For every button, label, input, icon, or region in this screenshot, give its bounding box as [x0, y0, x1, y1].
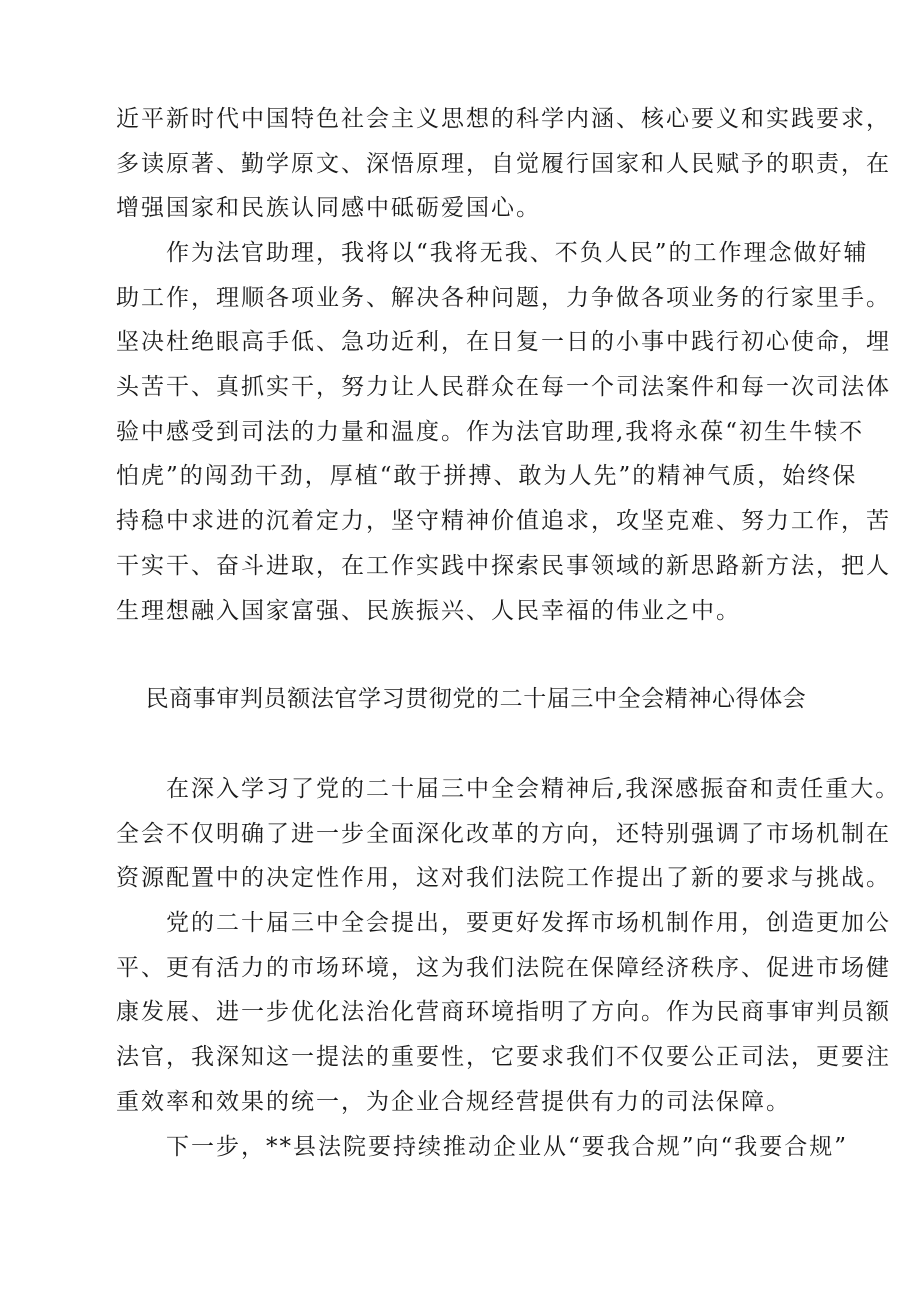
- text-line: 生理想融入国家富强、民族振兴、人民幸福的伟业之中。: [116, 597, 741, 624]
- paragraph-intro: [116, 767, 900, 901]
- article-title: 民商事审判员额法官学习贯彻党的二十届三中全会精神心得体会: [145, 686, 807, 712]
- text-line: 重效率和效果的统一，为企业合规经营提供有力的司法保障。: [116, 1088, 791, 1115]
- text-line: 近平新时代中国特色社会主义思想的科学内涵、核心要义和实践要求，: [116, 106, 891, 132]
- text-line: 坚决杜绝眼高手低、急功近利，在日复一日的小事中践行初心使命，埋: [116, 329, 891, 356]
- text-line: 法官，我深知这一提法的重要性，它要求我们不仅要公正司法，更要注: [116, 1044, 891, 1071]
- text-line: 下一步，**县法院要持续推动企业从“要我合规”向“我要合规”: [166, 1134, 849, 1160]
- text-line: 作为法官助理，我将以“我将无我、不负人民”的工作理念做好辅: [166, 240, 869, 266]
- text-line: 全会不仅明确了进一步全面深化改革的方向，还特别强调了市场机制在: [116, 820, 891, 847]
- paragraph-continuation: [116, 97, 891, 231]
- text-line: 头苦干、真抓实干，努力让人民群众在每一个司法案件和每一次司法体: [116, 374, 891, 401]
- text-line: 资源配置中的决定性作用，这对我们法院工作提出了新的要求与挑战。: [116, 865, 891, 892]
- text-line: 增强国家和民族认同感中砥砺爱国心。: [116, 195, 541, 222]
- text-line: 怕虎”的闯劲干劲，厚植“敢于拼搏、敢为人先”的精神气质，始终保: [116, 463, 858, 490]
- text-line: 多读原著、勤学原文、深悟原理，自觉履行国家和人民赋予的职责，在: [116, 150, 891, 177]
- text-line: 助工作，理顺各项业务、解决各种问题，力争做各项业务的行家里手。: [116, 284, 891, 311]
- text-line: 持稳中求进的沉着定力，坚守精神价值追求，攻坚克难、努力工作，苦: [116, 508, 891, 535]
- text-line: 平、更有活力的市场环境，这为我们法院在保障经济秩序、促进市场健: [116, 954, 891, 981]
- paragraph-market-mechanism: [116, 901, 891, 1124]
- paragraph-next-step: [116, 1125, 848, 1170]
- text-line: 康发展、进一步优化法治化营商环境指明了方向。作为民商事审判员额: [116, 999, 891, 1026]
- text-line: 验中感受到司法的力量和温度。作为法官助理,我将永葆“初生牛犊不: [116, 418, 865, 445]
- text-line: 干实干、奋斗进取，在工作实践中探索民事领域的新思路新方法，把人: [116, 552, 891, 579]
- text-line: 党的二十届三中全会提出，要更好发挥市场机制作用，创造更加公: [166, 910, 891, 936]
- text-line: 在深入学习了党的二十届三中全会精神后,我深感振奋和责任重大。: [166, 776, 901, 802]
- paragraph-legal-assistant: [116, 231, 891, 633]
